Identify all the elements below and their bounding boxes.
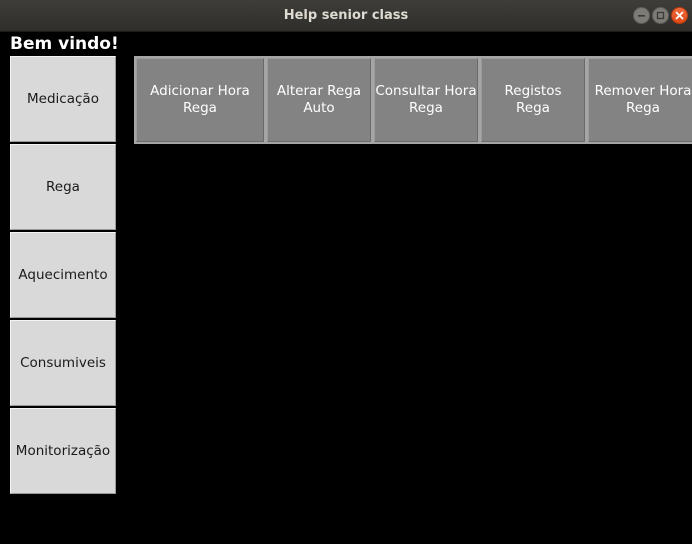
maximize-icon[interactable]	[652, 7, 669, 24]
sidebar-item-rega[interactable]: Rega	[10, 144, 116, 230]
window-title: Help senior class	[283, 8, 409, 23]
view-watering-time-button[interactable]: Consultar Hora Rega	[374, 58, 478, 142]
title-bar[interactable]	[0, 0, 692, 32]
minimize-icon[interactable]	[633, 7, 650, 24]
sidebar-item-medicacao[interactable]: Medicação	[10, 56, 116, 142]
change-auto-watering-button[interactable]: Alterar Rega Auto	[267, 58, 371, 142]
sidebar-item-consumiveis[interactable]: Consumiveis	[10, 320, 116, 406]
sidebar-item-aquecimento[interactable]: Aquecimento	[10, 232, 116, 318]
sidebar-item-monitorizacao[interactable]: Monitorização	[10, 408, 116, 494]
welcome-label: Bem vindo!	[10, 34, 119, 54]
add-watering-time-button[interactable]: Adicionar Hora Rega	[136, 58, 264, 142]
rega-toolbar	[134, 56, 692, 144]
watering-records-button[interactable]: Registos Rega	[481, 58, 585, 142]
remove-watering-time-button[interactable]: Remover Hora Rega	[588, 58, 692, 142]
close-icon[interactable]	[671, 7, 688, 24]
